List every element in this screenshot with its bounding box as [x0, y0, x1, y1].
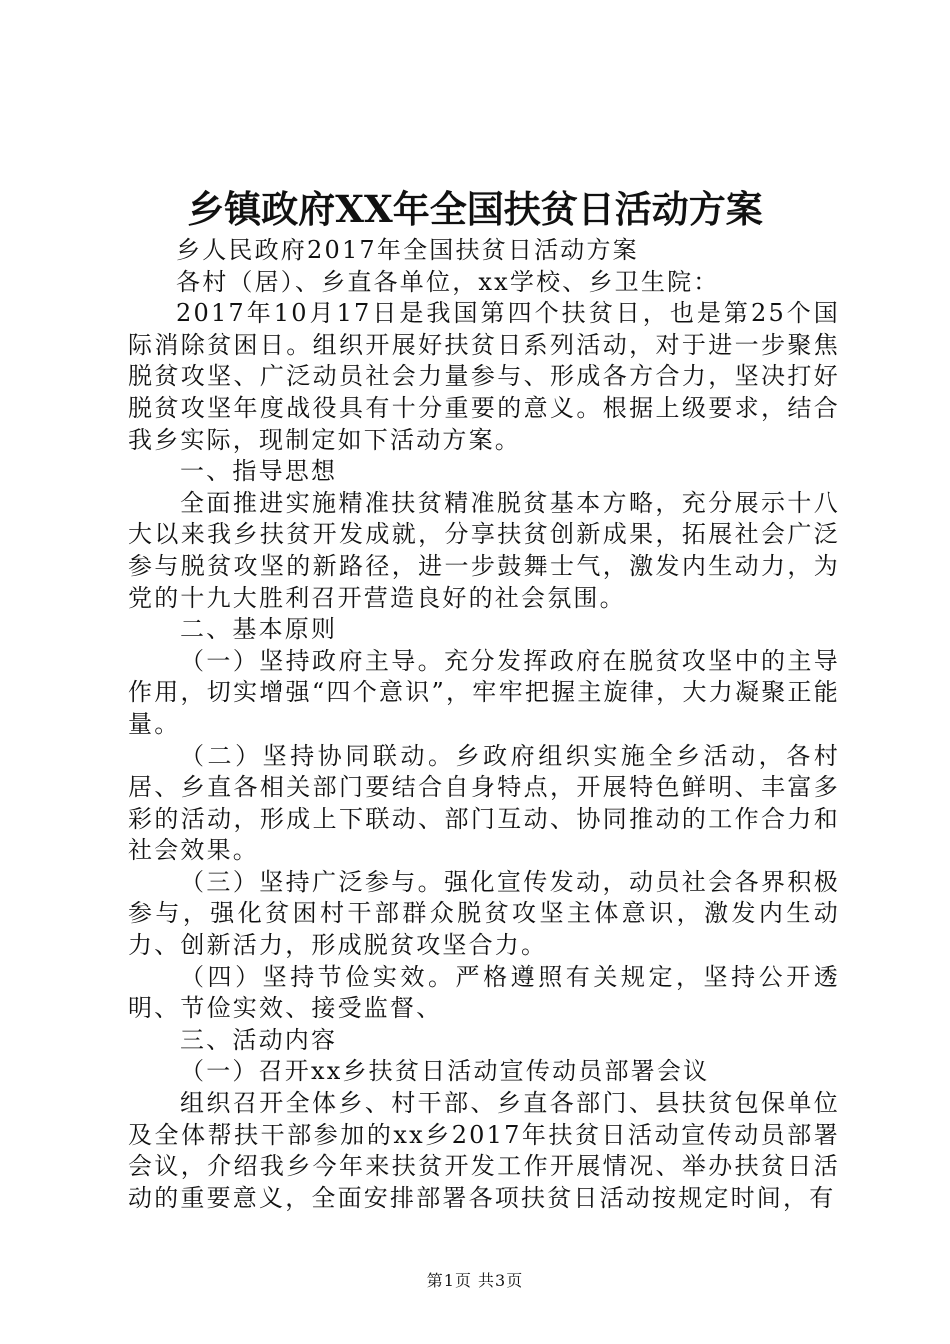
paragraph-principle-4: （四）坚持节俭实效。严格遵照有关规定，坚持公开透明、节俭实效、接受监督、 — [128, 962, 840, 1023]
paragraph-principle-1: （一）坚持政府主导。充分发挥政府在脱贫攻坚中的主导作用，切实增强“四个意识”，牢牢把握主旋律，大力凝聚正能量。 — [128, 646, 840, 738]
paragraph-intro: 2017年10月17日是我国第四个扶贫日，也是第25个国际消除贫困日。组织开展好扶贫日系列活动，对于进一步聚焦脱贫攻坚、广泛动员社会力量参与、形成各方合力，坚决打好脱贫攻坚年度战役具有十分重要的意义。根据上级要求，结合我乡实际，现制定如下活动方案。 — [128, 299, 840, 454]
paragraph-subtitle: 乡人民政府2017年全国扶贫日活动方案 — [176, 236, 639, 264]
page-footer: 第1页 共3页 — [426, 1271, 524, 1290]
section-heading-guiding-ideology: 一、指导思想 — [180, 457, 338, 486]
paragraph-meeting: 组织召开全体乡、村干部、乡直各部门、县扶贫包保单位及全体帮扶干部参加的xx乡2017年扶贫日活动宣传动员部署会议，介绍我乡今年来扶贫开发工作开展情况、举办扶贫日活动的重要意义，全面安排部署各项扶贫日活动按规定时间，有 — [128, 1089, 840, 1212]
document-title: 乡镇政府XX年全国扶贫日活动方案 — [187, 187, 763, 231]
paragraph-principle-3: （三）坚持广泛参与。强化宣传发动，动员社会各界积极参与，强化贫困村干部群众脱贫攻坚主体意识，激发内生动力、创新活力，形成脱贫攻坚合力。 — [128, 867, 840, 960]
section-heading-basic-principles: 二、基本原则 — [180, 615, 338, 644]
document-body — [128, 235, 840, 1214]
paragraph-principle-2: （二）坚持协同联动。乡政府组织实施全乡活动，各村居、乡直各相关部门要结合自身特点，开展特色鲜明、丰富多彩的活动，形成上下联动、部门互动、协同推动的工作合力和社会效果。 — [128, 741, 840, 865]
section-heading-activities: 三、活动内容 — [180, 1025, 338, 1054]
paragraph-addressee: 各村（居）、乡直各单位，xx学校、乡卫生院： — [176, 267, 720, 296]
paragraph-guiding-ideology: 全面推进实施精准扶贫精准脱贫基本方略，充分展示十八大以来我乡扶贫开发成就，分享扶贫创新成果，拓展社会广泛参与脱贫攻坚的新路径，进一步鼓舞士气，激发内生动力，为党的十九大胜利召开营造良好的社会氛围。 — [128, 488, 840, 612]
subsection-heading-meeting: （一）召开xx乡扶贫日活动宣传动员部署会议 — [180, 1057, 710, 1086]
